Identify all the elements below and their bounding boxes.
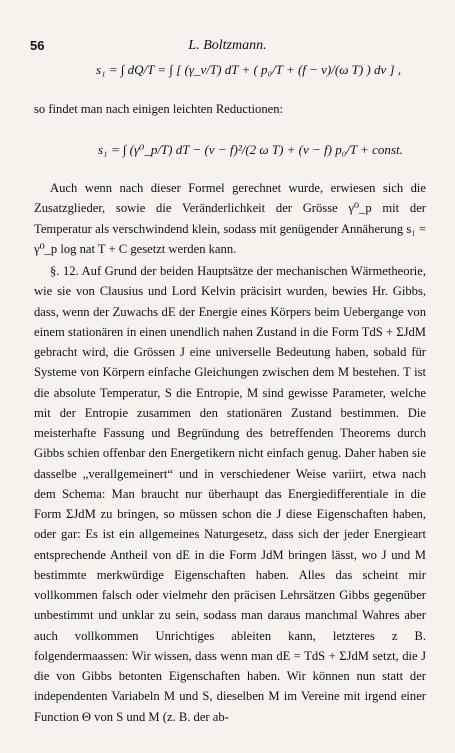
running-head: L. Boltzmann.	[188, 38, 267, 53]
equation-entropy-integral: s₁ = ∫ dQ/T = ∫ [ (γ_v/T) dT + ( p₀/T + (f − v)/(ω T) ) dv ] ,	[96, 62, 402, 77]
body-text	[34, 178, 426, 727]
paragraph-approximation: Auch wenn nach dieser Formel gerechnet wurde, erwiesen sich die Zusatzglieder, sowie die Veränderlichkeit der Grösse γ⁰_p mit der Temperatur als verschwindend klein, sodass mit genügender Annäherung s₁ = γ⁰_p log nat T + C gesetzt werden kann.	[34, 181, 426, 256]
equation-entropy-reduced: s₁ = ∫ (γ⁰_p/T) dT − (v − f)²/(2 ω T) + (v − f) p₀/T + const.	[98, 142, 403, 157]
page-header	[30, 38, 425, 56]
intro-line: so findet man nach einigen leichten Reductionen:	[34, 102, 283, 116]
page-number: 56	[30, 38, 45, 53]
paragraph-section-12: §. 12. Auf Grund der beiden Hauptsätze der mechanischen Wärmetheorie, wie sie von Clausius und Lord Kelvin präcisirt wurden, bewies Hr. Gibbs, dass, wenn der Zuwachs dE der Energie eines Körpers beim Uebergange von einem stationären in einen unendlich nahen Zustand in die Form TdS + ΣJdM gebracht wird, die Grössen J eine universelle Bedeutung haben, sobald für Systeme von Körpern einfache Gleichungen zwischen dem M bestehen. T ist die absolute Temperatur, S die Entropie, M sind gewisse Parameter, welche mit der Entropie zusammen den stationären Zustand bestimmen. Die meisterhafte Fassung und Begründung des betreffenden Theorems durch Gibbs schien offenbar den Energetikern nicht einfach genug. Daher haben sie dasselbe „verallgemeinert“ und in verschiedener Weise variirt, etwa nach dem Schema: Man braucht nur überhaupt das Energiedifferentiale in die Form ΣJdM zu bringen, so müssen schon die J diese Eigenschaften haben, oder gar: Es ist ein allgemeines Naturgesetz, dass sich der jeder Energieart entsprechende Antheil von dE in die Form JdM bringen lässt, wo J und M bestimmte merkwürdige Eigenschaften haben. Alles das scheint mir vollkommen falsch oder vielmehr den präcisen Lehrsätzen Gibbs gegenüber unbestimmt und unklar zu sein, sodass man daraus manchmal Wahres aber auch vollkommen Unrichtiges ableiten kann, letzteres z B. folgendermaassen: Wir wissen, dass wenn man dE = TdS + ΣJdM setzt, die J die von Gibbs betonten Eigenschaften haben. Wir können nun statt der independenten Variabeln M und S, dieselben M im Vereine mit irgend einer Function Θ von S und M (z. B. der ab-	[34, 264, 426, 724]
